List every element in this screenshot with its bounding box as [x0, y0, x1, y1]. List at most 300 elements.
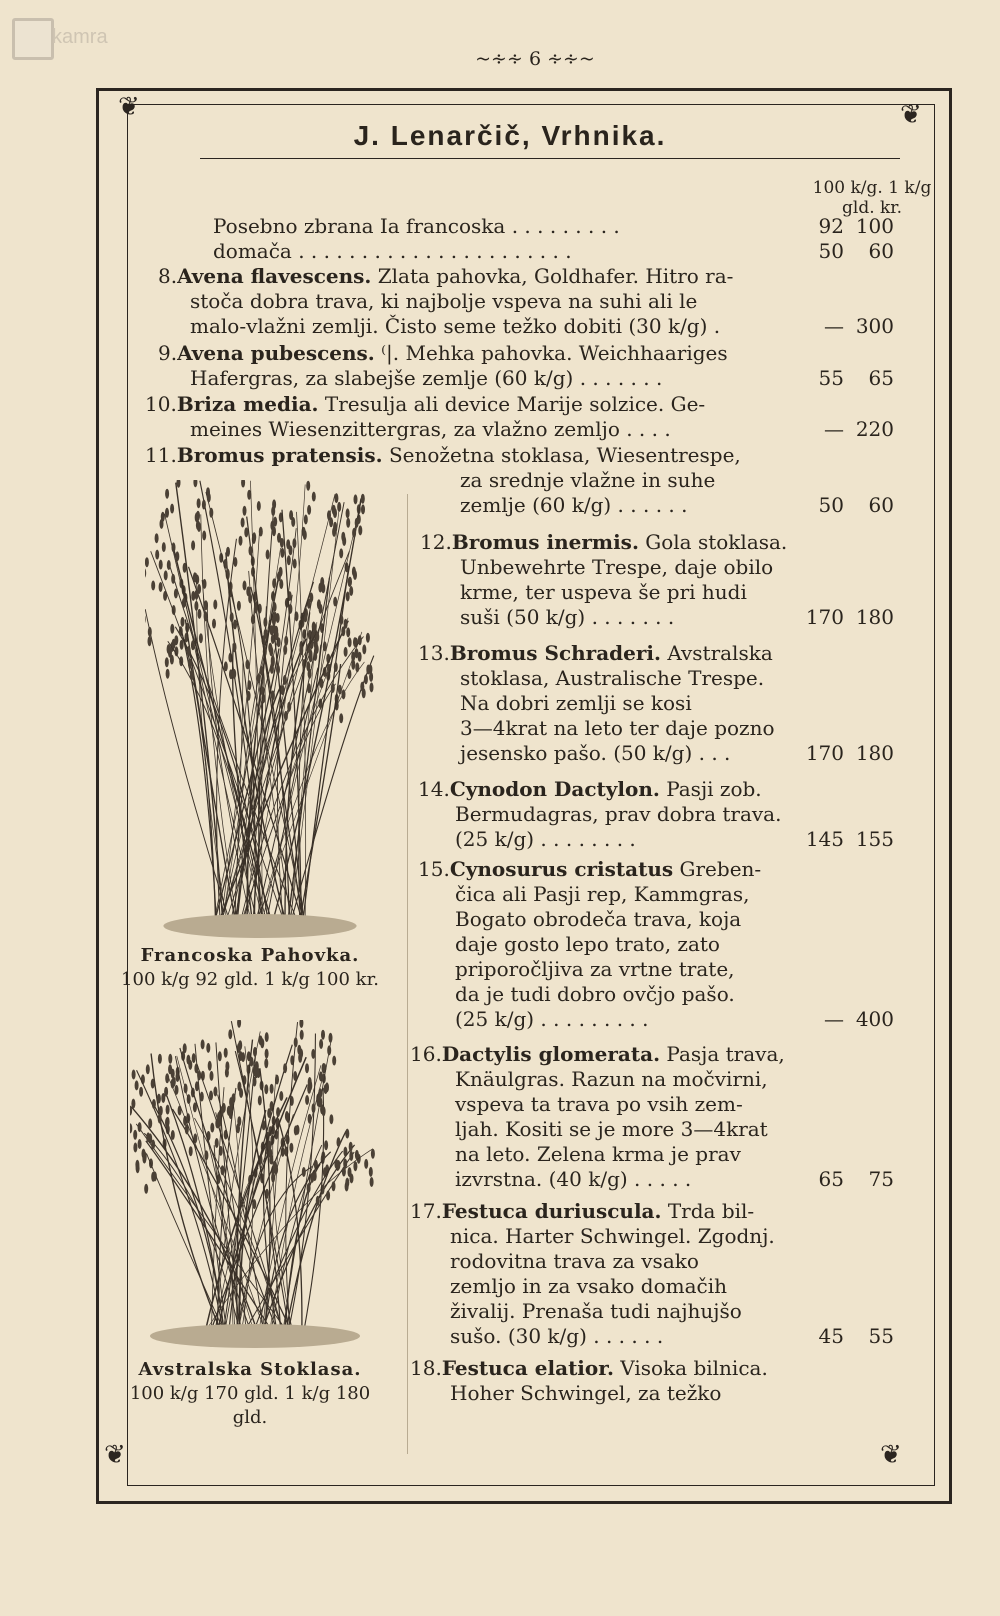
entry-text: domača . . . . . . . . . . . . . . . . . . . . . .: [213, 239, 572, 263]
grass-spikelet: [190, 670, 194, 680]
grass-spikelet: [283, 1063, 287, 1073]
grass-spikelet: [284, 711, 288, 721]
grass-spikelet: [152, 1099, 156, 1109]
grass-spikelet: [306, 661, 310, 671]
price-100kg: 50: [818, 493, 844, 517]
catalog-line: [213, 214, 620, 239]
corner-ornament-icon: ❦: [104, 1440, 126, 1470]
grass-spikelet: [187, 646, 191, 656]
grass-spikelet: [165, 1073, 169, 1083]
grass-spikelet: [237, 1020, 241, 1028]
entry-text: Pasja trava,: [660, 1042, 785, 1066]
watermark-text: kamra: [52, 26, 108, 48]
grass-spikelet: [155, 533, 159, 543]
entry-text: Knäulgras. Razun na močvirni,: [455, 1067, 768, 1091]
grass-spikelet: [319, 604, 323, 614]
price-100kg: 55: [818, 366, 844, 390]
grass-spikelet: [303, 612, 307, 622]
grass-spikelet: [318, 1097, 322, 1107]
grass-spikelet: [191, 640, 195, 650]
grass-spikelet: [161, 1093, 165, 1103]
catalog-line: [450, 1324, 663, 1349]
grass-spikelet: [293, 1071, 297, 1081]
grass-spikelet: [308, 1114, 312, 1124]
grass-blade: [195, 1044, 226, 1330]
grass-spikelet: [177, 480, 181, 488]
grass-spikelet: [333, 597, 337, 607]
grass-spikelet: [241, 1052, 245, 1062]
grass-spikelet: [342, 689, 346, 699]
catalog-line: [410, 1356, 768, 1381]
catalog-line: [455, 1167, 691, 1192]
grass-spikelet: [280, 548, 284, 558]
entry-text: Bermudagras, prav dobra trava.: [455, 802, 782, 826]
entry-text: Unbewehrte Trespe, daje obilo: [460, 555, 774, 579]
grass-spikelet: [151, 1140, 155, 1150]
entry-text: Avstralska: [660, 641, 773, 665]
grass-spikelet: [364, 674, 368, 684]
grass-spikelet: [364, 1159, 368, 1169]
grass-spikelet: [265, 1049, 269, 1059]
price-100kg: —: [824, 1007, 844, 1031]
grass-spikelet: [270, 664, 274, 674]
watermark: [12, 12, 122, 60]
page-title: J. Lenarčič, Vrhnika.: [353, 120, 667, 151]
entry-text: čica ali Pasji rep, Kammgras,: [455, 882, 750, 906]
grass-spikelet: [157, 1094, 161, 1104]
ornament-right-icon: ∻∻~: [541, 48, 595, 70]
grass-spikelet: [266, 550, 270, 560]
grass-spikelet: [264, 1084, 268, 1094]
grass-spikelet: [130, 1123, 132, 1133]
entry-text: priporočljiva za vrtne trate,: [455, 957, 735, 981]
grass-spikelet: [166, 669, 170, 679]
catalog-line: [455, 1007, 649, 1032]
grass-spikelet: [259, 527, 263, 537]
grass-spikelet: [158, 1054, 162, 1064]
grass-spikelet: [146, 1064, 150, 1074]
grass-spikelet: [294, 1037, 298, 1047]
species-name: Cynodon Dactylon.: [449, 777, 660, 801]
catalog-line: [460, 691, 692, 716]
grass-spikelet: [355, 662, 359, 672]
catalog-line: [455, 882, 749, 907]
grass-spikelet: [170, 624, 174, 634]
grass-spikelet: [355, 518, 359, 528]
ground-patch: [150, 1324, 360, 1348]
grass-spikelet: [354, 494, 358, 504]
entry-text: meines Wiesenzittergras, za vlažno zemljo . . . .: [190, 417, 671, 441]
catalog-line: [460, 666, 764, 691]
grass-spikelet: [346, 508, 350, 518]
catalog-line: [410, 1199, 754, 1224]
grass-spikelet: [209, 1091, 213, 1101]
avstralska-stoklasa-illustration: [130, 1020, 380, 1350]
grass-spikelet: [237, 601, 241, 611]
grass-spikelet: [289, 1143, 293, 1153]
catalog-line: [418, 641, 773, 666]
grass-spikelet: [276, 665, 280, 675]
entry-text: zemlje (60 k/g) . . . . . .: [460, 493, 688, 517]
catalog-line: [450, 1249, 699, 1274]
grass-spikelet: [353, 570, 357, 580]
grass-spikelet: [334, 1159, 338, 1169]
price-100kg: 145: [805, 827, 844, 851]
catalog-line: [158, 341, 728, 366]
catalog-line: [418, 857, 761, 882]
entry-text: Posebno zbrana Ia francoska . . . . . . . . .: [213, 214, 620, 238]
grass-spikelet: [345, 1178, 349, 1188]
grass-spikelet: [213, 1087, 217, 1097]
grass-spikelet: [151, 581, 155, 591]
grass-spikelet: [369, 1167, 373, 1177]
species-name: Bromus inermis.: [451, 530, 639, 554]
grass-spikelet: [230, 612, 234, 622]
entry-text: Visoka bilnica.: [613, 1356, 768, 1380]
grass-spikelet: [175, 551, 179, 561]
entry-text: sušo. (30 k/g) . . . . . .: [450, 1324, 664, 1348]
grass-spikelet: [270, 1084, 274, 1094]
grass-spikelet: [331, 683, 335, 693]
entry-text: Greben-: [673, 857, 762, 881]
grass-spikelet: [294, 1126, 298, 1136]
watermark-logo-icon: [12, 18, 54, 60]
species-name: Dactylis glomerata.: [441, 1042, 661, 1066]
grass-spikelet: [148, 627, 152, 637]
grass-spikelet: [268, 1148, 272, 1158]
grass-spikelet: [358, 635, 362, 645]
price-1kg: 65: [868, 366, 894, 390]
grass-spikelet: [322, 1106, 326, 1116]
entry-text: 3—4krat na leto ter daje pozno: [460, 716, 775, 740]
entry-text: ⁽|. Mehka pahovka. Weichhaariges: [374, 341, 728, 365]
grass-spikelet: [201, 1039, 205, 1049]
grass-spikelet: [275, 1075, 279, 1085]
catalog-line: [190, 417, 671, 442]
price-100kg: 170: [805, 605, 844, 629]
grass-spikelet: [229, 1097, 233, 1107]
grass-spikelet: [334, 493, 338, 503]
grass-spikelet: [199, 633, 203, 643]
grass-spikelet: [253, 1077, 257, 1087]
catalog-line: [410, 1042, 785, 1067]
catalog-line: [460, 468, 715, 493]
page-number-text: 6: [528, 48, 542, 70]
entry-text: živalij. Prenaša tudi najhujšo: [450, 1299, 742, 1323]
grass-spikelet: [139, 1087, 143, 1097]
grass-spikelet: [159, 560, 163, 570]
species-name: Festuca elatior.: [441, 1356, 614, 1380]
entry-text: Na dobri zemlji se kosi: [460, 691, 692, 715]
grass-spikelet: [243, 581, 247, 591]
grass-spikelet: [361, 504, 365, 514]
species-name: Bromus Schraderi.: [449, 641, 661, 665]
figure-2-price: 100 k/g 170 gld. 1 k/g 180 gld.: [129, 1383, 371, 1428]
grass-spikelet: [208, 1061, 212, 1071]
grass-spikelet: [218, 1051, 222, 1061]
grass-spikelet: [271, 506, 275, 516]
grass-spikelet: [272, 526, 276, 536]
catalog-line: [455, 1067, 768, 1092]
grass-spikelet: [245, 659, 249, 669]
grass-spikelet: [228, 1029, 232, 1039]
catalog-line: [145, 443, 741, 468]
grass-spikelet: [319, 1039, 323, 1049]
grass-spikelet: [349, 586, 353, 596]
price-1kg: 180: [855, 741, 894, 765]
page-number: [470, 48, 600, 70]
grass-spikelet: [145, 557, 149, 567]
grass-spikelet: [226, 547, 230, 557]
grass-spikelet: [370, 682, 374, 692]
grass-spikelet: [273, 602, 277, 612]
grass-spikelet: [344, 647, 348, 657]
grass-spikelet: [366, 665, 370, 675]
grass-spikelet: [244, 527, 248, 537]
entry-text: zemljo in za vsako domačih: [450, 1274, 728, 1298]
grass-spikelet: [273, 517, 277, 527]
grass-blade: [176, 483, 223, 920]
grass-spikelet: [322, 1063, 326, 1073]
grass-spikelet: [168, 648, 172, 658]
entry-number: 11.: [145, 443, 177, 467]
catalog-line: [190, 366, 662, 391]
grass-spikelet: [349, 1142, 353, 1152]
grass-spikelet: [253, 1047, 257, 1057]
ground-patch: [163, 914, 356, 938]
grass-spikelet: [249, 546, 253, 556]
grass-spikelet: [239, 1088, 243, 1098]
grass-spikelet: [260, 666, 264, 676]
price-100kg: 45: [818, 1324, 844, 1348]
grass-spikelet: [257, 673, 261, 683]
grass-spikelet: [271, 1173, 275, 1183]
grass-spikelet: [186, 1055, 190, 1065]
price-1kg: 55: [868, 1324, 894, 1348]
grass-spikelet: [251, 615, 255, 625]
catalog-line: [455, 802, 781, 827]
figure-caption-1: [115, 944, 385, 992]
grass-spikelet: [197, 1070, 201, 1080]
grass-spikelet: [224, 661, 228, 671]
price-100kg: 170: [805, 741, 844, 765]
entry-text: stoča dobra trava, ki najbolje vspeva na suhi ali le: [190, 289, 698, 313]
grass-spikelet: [181, 617, 185, 627]
grass-spikelet: [241, 480, 245, 488]
entry-number: 8.: [158, 264, 178, 288]
grass-spikelet: [263, 617, 267, 627]
grass-spikelet: [215, 1119, 219, 1129]
grass-spikelet: [153, 1172, 157, 1182]
grass-spikelet: [250, 1057, 254, 1067]
grass-spikelet: [160, 519, 164, 529]
entry-number: 15.: [418, 857, 450, 881]
grass-spikelet: [254, 1068, 258, 1078]
grass-spikelet: [170, 504, 174, 514]
grass-spikelet: [361, 494, 365, 504]
entry-number: 12.: [420, 530, 452, 554]
catalog-line: [460, 493, 688, 518]
grass-spikelet: [299, 1049, 303, 1059]
entry-text: za srednje vlažne in suhe: [460, 468, 716, 492]
species-name: Avena pubescens.: [177, 341, 375, 365]
grass-spikelet: [338, 685, 342, 695]
entry-number: 16.: [410, 1042, 442, 1066]
grass-spikelet: [239, 536, 243, 546]
grass-spikelet: [233, 642, 237, 652]
grass-spikelet: [168, 1064, 172, 1074]
grass-spikelet: [202, 531, 206, 541]
figure-1-price: 100 k/g 92 gld. 1 k/g 100 kr.: [121, 969, 379, 990]
grass-spikelet: [172, 1077, 176, 1087]
price-1kg: 60: [868, 493, 894, 517]
grass-spikelet: [135, 1080, 139, 1090]
grass-spikelet: [197, 522, 201, 532]
grass-spikelet: [143, 1151, 147, 1161]
grass-spikelet: [225, 1068, 229, 1078]
corner-ornament-icon: ❦: [880, 1440, 902, 1470]
grass-spikelet: [329, 1033, 333, 1043]
grass-spikelet: [337, 502, 341, 512]
grass-spikelet: [304, 515, 308, 525]
grass-spikelet: [133, 1143, 137, 1153]
grass-spikelet: [159, 1106, 163, 1116]
catalog-line: [455, 982, 735, 1007]
grass-spikelet: [321, 583, 325, 593]
grass-spikelet: [283, 675, 287, 685]
catalog-line: [455, 1092, 743, 1117]
grass-spikelet: [273, 612, 277, 622]
entry-text: da je tudi dobro ovčjo pašo.: [455, 982, 735, 1006]
grass-spikelet: [346, 627, 350, 637]
grass-spikelet: [172, 639, 176, 649]
grass-spikelet: [287, 555, 291, 565]
entry-text: Pasji zob.: [659, 777, 762, 801]
grass-spikelet: [348, 637, 352, 647]
grass-spikelet: [312, 492, 316, 502]
grass-spikelet: [292, 538, 296, 548]
grass-spikelet: [283, 645, 287, 655]
grass-spikelet: [327, 1045, 331, 1055]
grass-spikelet: [371, 1149, 375, 1159]
grass-spikelet: [203, 579, 207, 589]
grass-spikelet: [305, 1063, 309, 1073]
grass-spikelet: [326, 1191, 330, 1201]
grass-spikelet: [200, 1092, 204, 1102]
grass-spikelet: [307, 1183, 311, 1193]
grass-spikelet: [334, 662, 338, 672]
catalog-line: [190, 289, 697, 314]
catalog-line: [158, 264, 733, 289]
grass-spikelet: [308, 1081, 312, 1091]
grass-spikelet: [227, 1106, 231, 1116]
grass-spikelet: [233, 620, 237, 630]
grass-spikelet: [164, 570, 168, 580]
grass-spikelet: [238, 1040, 242, 1050]
grass-spikelet: [350, 1173, 354, 1183]
grass-spikelet: [279, 567, 283, 577]
grass-spikelet: [264, 1058, 268, 1068]
grass-spikelet: [232, 669, 236, 679]
price-1kg: 400: [855, 1007, 894, 1031]
grass-spikelet: [346, 592, 350, 602]
grass-spikelet: [351, 660, 355, 670]
grass-spikelet: [306, 481, 310, 491]
grass-spikelet: [265, 1032, 269, 1042]
grass-spikelet: [329, 1114, 333, 1124]
grass-spikelet: [299, 645, 303, 655]
catalog-line: [418, 777, 762, 802]
catalog-line: [450, 1299, 742, 1324]
grass-spikelet: [271, 690, 275, 700]
grass-spikelet: [267, 1108, 271, 1118]
grass-spikelet: [167, 560, 171, 570]
grass-spikelet: [342, 1167, 346, 1177]
francoska-pahovka-illustration: [145, 480, 375, 940]
grass-spikelet: [195, 590, 199, 600]
entry-text: Zlata pahovka, Goldhafer. Hitro ra-: [371, 264, 734, 288]
grass-spikelet: [233, 557, 237, 567]
grass-spikelet: [178, 1106, 182, 1116]
grass-spikelet: [171, 574, 175, 584]
entry-text: Tresulja ali device Marije solzice. Ge-: [318, 392, 706, 416]
grass-spikelet: [194, 601, 198, 611]
grass-spikelet: [366, 633, 370, 643]
entry-text: rodovitna trava za vsako: [450, 1249, 699, 1273]
grass-spikelet: [347, 669, 351, 679]
grass-spikelet: [159, 582, 163, 592]
grass-spikelet: [353, 637, 357, 647]
grass-spikelet: [276, 1107, 280, 1117]
grass-spikelet: [180, 640, 184, 650]
figure-2-title: Avstralska Stoklasa.: [138, 1359, 362, 1380]
grass-spikelet: [166, 1105, 170, 1115]
column-divider: [407, 494, 408, 1454]
grass-spikelet: [273, 1161, 277, 1171]
catalog-line: [455, 1142, 741, 1167]
grass-spikelet: [252, 532, 256, 542]
grass-spikelet: [362, 644, 366, 654]
price-100kg: —: [824, 417, 844, 441]
grass-spikelet: [151, 1079, 155, 1089]
grass-spikelet: [146, 1132, 150, 1142]
entry-text: krme, ter uspeva še pri hudi: [460, 580, 747, 604]
grass-spikelet: [188, 659, 192, 669]
grass-spikelet: [145, 614, 146, 624]
grass-spikelet: [132, 1070, 136, 1080]
entry-text: Bogato obrodeča trava, koja: [455, 907, 742, 931]
entry-text: jesensko pašo. (50 k/g) . . .: [460, 741, 731, 765]
grass-spikelet: [184, 1084, 188, 1094]
catalog-line: [190, 314, 720, 339]
entry-text: Hafergras, za slabejše zemlje (60 k/g) . . . . . . .: [190, 366, 663, 390]
grass-spikelet: [327, 510, 331, 520]
grass-spikelet: [369, 672, 373, 682]
price-header-units: 100 k/g. 1 k/g: [812, 178, 932, 198]
grass-spikelet: [341, 626, 345, 636]
entry-text: Hoher Schwingel, za težko: [450, 1381, 722, 1405]
grass-spikelet: [204, 1150, 208, 1160]
grass-spikelet: [337, 1137, 341, 1147]
species-name: Festuca duriuscula.: [441, 1199, 662, 1223]
price-1kg: 180: [855, 605, 894, 629]
grass-spikelet: [279, 579, 283, 589]
grass-spikelet: [247, 680, 251, 690]
grass-spikelet: [352, 528, 356, 538]
grass-spikelet: [182, 598, 186, 608]
price-100kg: 50: [818, 239, 844, 263]
catalog-line: [460, 716, 775, 741]
